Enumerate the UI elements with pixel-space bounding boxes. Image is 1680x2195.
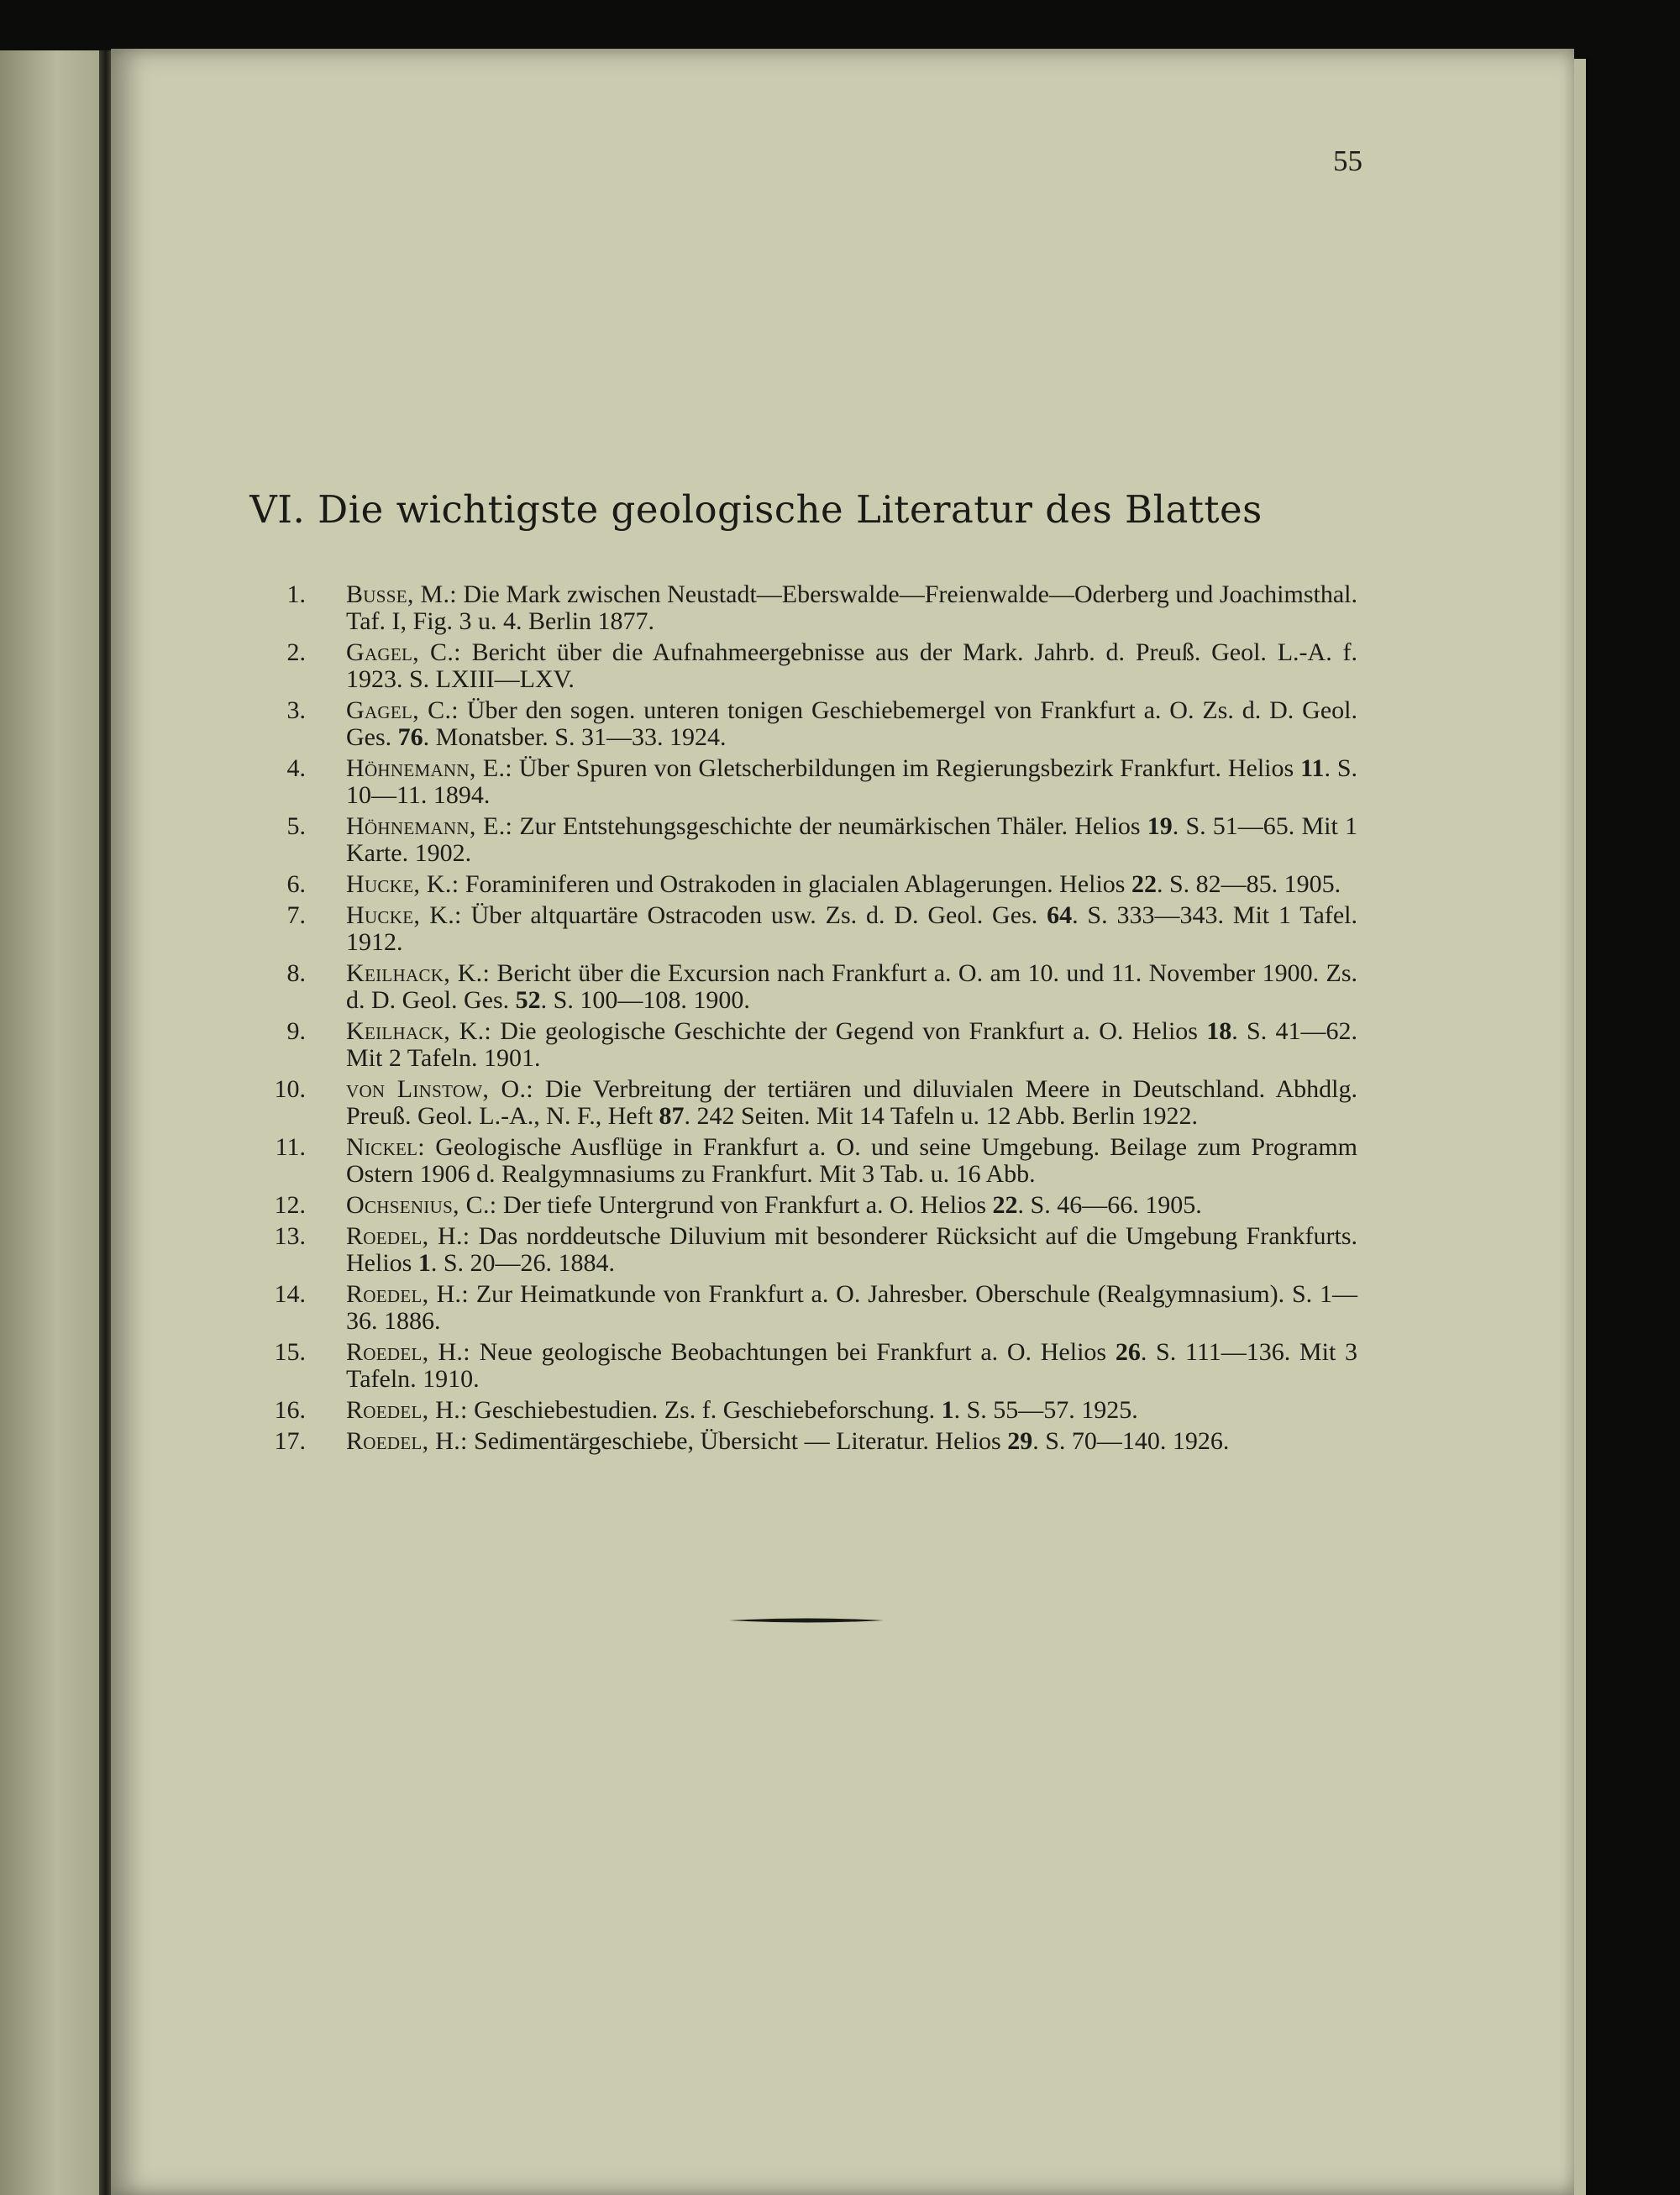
- reference-segment: . S. 111—136. Mit 3 Tafeln. 1910.: [346, 1338, 1357, 1393]
- section-end-rule: [729, 1616, 884, 1625]
- reference-number: 15.: [274, 1338, 306, 1366]
- reference-item: [228, 1397, 1357, 1424]
- section-heading: VI. Die wichtigste geologische Literatur des Blattes: [249, 487, 1263, 532]
- reference-author: Keilhack, K.:: [346, 959, 491, 987]
- volume-number: 22: [1131, 870, 1157, 898]
- page-number: 55: [1333, 144, 1362, 177]
- volume-number: 52: [515, 986, 541, 1014]
- reference-author: Roedel, H.:: [346, 1222, 470, 1250]
- reference-segment: Das norddeutsche Diluvium mit besonderer Rücksicht auf die Umgebung Frankfurts. Helios: [346, 1222, 1357, 1277]
- reference-text: [346, 1339, 1357, 1393]
- volume-number: 76: [397, 723, 423, 751]
- volume-number: 26: [1115, 1338, 1141, 1366]
- reference-segment: . Monatsber. S. 31—33. 1924.: [423, 723, 727, 751]
- reference-number: 5.: [286, 812, 306, 840]
- reference-item: [228, 581, 1357, 635]
- reference-segment: . S. 82—85. 1905.: [1156, 870, 1341, 898]
- reference-number: 2.: [286, 638, 306, 666]
- reference-item: [228, 755, 1357, 809]
- volume-number: 64: [1047, 901, 1073, 929]
- reference-segment: Über altquartäre Ostracoden usw. Zs. d. D. Geol. Ges.: [461, 901, 1047, 929]
- reference-text: [346, 1397, 1357, 1424]
- reference-number: 16.: [274, 1396, 306, 1424]
- reference-segment: Neue geologische Beobachtungen bei Frankfurt a. O. Helios: [470, 1338, 1116, 1366]
- reference-text: [346, 697, 1357, 751]
- reference-item: [228, 639, 1357, 693]
- volume-number: 22: [992, 1191, 1018, 1219]
- reference-segment: Bericht über die Excursion nach Frankfurt a. O. am 10. und 11. November 1900. Zs. d. D. Geol. Ges.: [346, 959, 1358, 1014]
- reference-author: Keilhack, K.:: [346, 1017, 492, 1045]
- reference-item: [228, 1018, 1357, 1072]
- reference-item: [228, 1223, 1357, 1277]
- page-edge: [1574, 59, 1586, 2195]
- reference-segment: . S. 41—62. Mit 2 Tafeln. 1901.: [346, 1017, 1358, 1072]
- volume-number: 19: [1147, 812, 1173, 840]
- reference-number: 10.: [274, 1075, 306, 1103]
- reference-text: [346, 1428, 1357, 1455]
- reference-item: [228, 1281, 1357, 1335]
- reference-text: [346, 755, 1357, 809]
- reference-author: Gagel, C.:: [346, 696, 459, 724]
- reference-number: 3.: [286, 696, 306, 724]
- reference-number: 12.: [274, 1191, 306, 1219]
- reference-text: [346, 813, 1357, 867]
- reference-text: [346, 639, 1357, 693]
- reference-author: Höhnemann, E.:: [346, 812, 513, 840]
- volume-number: 1: [941, 1396, 954, 1424]
- reference-number: 1.: [286, 580, 306, 608]
- reference-text: [346, 1018, 1357, 1072]
- reference-author: Roedel, H.:: [346, 1280, 469, 1308]
- reference-segment: Die Mark zwischen Neustadt—Eberswalde—Freienwalde—Oderberg und Joachimsthal. Taf. I, Fig. 3 u. 4. Berlin 1877.: [346, 580, 1358, 635]
- reference-number: 6.: [286, 870, 306, 898]
- reference-number: 4.: [286, 754, 306, 782]
- reference-author: Roedel, H.:: [346, 1338, 470, 1366]
- volume-number: 11: [1300, 754, 1325, 782]
- reference-text: [346, 1223, 1357, 1277]
- reference-text: [346, 1076, 1357, 1130]
- reference-segment: . S. 51—65. Mit 1 Karte. 1902.: [346, 812, 1357, 867]
- reference-number: 17.: [274, 1427, 306, 1455]
- reference-item: [228, 902, 1357, 956]
- reference-number: 11.: [275, 1133, 306, 1161]
- reference-item: [228, 871, 1357, 898]
- reference-author: Hucke, K.:: [346, 870, 459, 898]
- reference-segment: Zur Entstehungsgeschichte der neumärkischen Thäler. Helios: [512, 812, 1147, 840]
- reference-segment: . S. 55—57. 1925.: [953, 1396, 1138, 1424]
- reference-author: Nickel:: [346, 1133, 425, 1161]
- reference-item: [228, 1339, 1357, 1393]
- reference-number: 7.: [286, 901, 306, 929]
- reference-author: Höhnemann, E.:: [346, 754, 512, 782]
- reference-number: 14.: [274, 1280, 306, 1308]
- reference-segment: Über Spuren von Gletscherbildungen im Regierungsbezirk Frankfurt. Helios: [512, 754, 1301, 782]
- reference-segment: Sedimentärgeschiebe, Übersicht — Literatur. Helios: [467, 1427, 1008, 1455]
- volume-number: 87: [659, 1102, 685, 1130]
- reference-segment: Über den sogen. unteren tonigen Geschiebemergel von Frankfurt a. O. Zs. d. D. Geol. Ges.: [346, 696, 1358, 751]
- volume-number: 18: [1206, 1017, 1232, 1045]
- volume-number: 29: [1007, 1427, 1033, 1455]
- volume-number: 1: [417, 1249, 431, 1277]
- reference-segment: Foraminiferen und Ostrakoden in glacialen Ablagerungen. Helios: [459, 870, 1131, 898]
- reference-text: [346, 871, 1357, 898]
- reference-number: 8.: [286, 959, 306, 987]
- reference-segment: Geschiebestudien. Zs. f. Geschiebeforschung.: [467, 1396, 942, 1424]
- reference-list: [228, 581, 1357, 1459]
- reference-segment: . S. 10—11. 1894.: [346, 754, 1357, 809]
- reference-segment: Geologische Ausflüge in Frankfurt a. O. und seine Umgebung. Beilage zum Programm Ostern 1906 d. Realgymnasiums zu Frankfurt. Mit 3 Tab. u. 16 Abb.: [346, 1133, 1357, 1188]
- reference-item: [228, 1428, 1357, 1455]
- reference-text: [346, 960, 1357, 1014]
- reference-author: Roedel, H.:: [346, 1427, 468, 1455]
- reference-segment: Der tiefe Untergrund von Frankfurt a. O. Helios: [496, 1191, 993, 1219]
- reference-item: [228, 1192, 1357, 1219]
- reference-text: [346, 902, 1357, 956]
- reference-segment: . S. 70—140. 1926.: [1032, 1427, 1230, 1455]
- reference-item: [228, 1076, 1357, 1130]
- reference-segment: . S. 333—343. Mit 1 Tafel. 1912.: [346, 901, 1357, 956]
- reference-author: von Linstow, O.:: [346, 1075, 533, 1103]
- reference-text: [346, 1281, 1357, 1335]
- reference-segment: . S. 46—66. 1905.: [1017, 1191, 1202, 1219]
- reference-number: 9.: [286, 1017, 306, 1045]
- reference-text: [346, 1134, 1357, 1188]
- reference-text: [346, 1192, 1357, 1219]
- reference-author: Ochsenius, C.:: [346, 1191, 497, 1219]
- reference-segment: Die Verbreitung der tertiären und diluvialen Meere in Deutschland. Abhdlg. Preuß. Geol. L.-A., N. F., Heft: [346, 1075, 1357, 1130]
- reference-author: Busse, M.:: [346, 580, 457, 608]
- reference-item: [228, 1134, 1357, 1188]
- reference-item: [228, 697, 1357, 751]
- reference-author: Hucke, K.:: [346, 901, 462, 929]
- reference-segment: . 242 Seiten. Mit 14 Tafeln u. 12 Abb. Berlin 1922.: [684, 1102, 1199, 1130]
- reference-author: Gagel, C.:: [346, 638, 461, 666]
- facing-page-edge: [0, 50, 102, 2195]
- reference-item: [228, 960, 1357, 1014]
- reference-text: [346, 581, 1357, 635]
- reference-item: [228, 813, 1357, 867]
- reference-segment: . S. 100—108. 1900.: [540, 986, 750, 1014]
- reference-segment: Zur Heimatkunde von Frankfurt a. O. Jahresber. Oberschule (Realgymnasium). S. 1—36. 1886.: [346, 1280, 1357, 1335]
- reference-segment: . S. 20—26. 1884.: [430, 1249, 616, 1277]
- reference-author: Roedel, H.:: [346, 1396, 468, 1424]
- reference-number: 13.: [274, 1222, 306, 1250]
- reference-segment: Bericht über die Aufnahmeergebnisse aus der Mark. Jahrb. d. Preuß. Geol. L.-A. f. 1923. S. LXIII—LXV.: [346, 638, 1357, 693]
- reference-segment: Die geologische Geschichte der Gegend von Frankfurt a. O. Helios: [491, 1017, 1207, 1045]
